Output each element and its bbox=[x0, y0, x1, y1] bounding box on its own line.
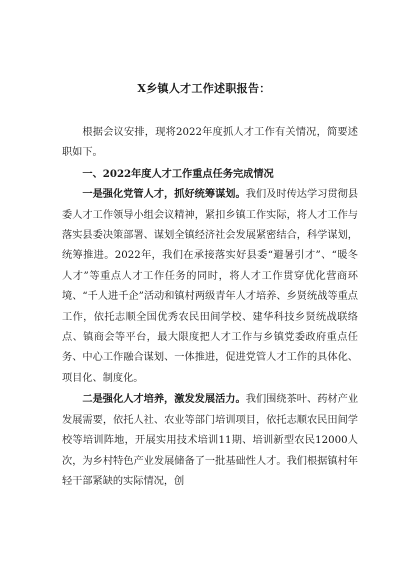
point-2-lead: 二是强化人才培养，激发发展活力。 bbox=[82, 393, 246, 406]
point-2-body: 我们围绕茶叶、药材产业发展需要，依托人社、农业等部门培训项目，依托志顺农民田间学校等培训阵地，开展实用技术培训11期、培训新型农民12000人次，为乡村特色产业发展储备了一批基础性人才。我们根据镇村年轻干部紧缺的实际情况，创 bbox=[62, 394, 359, 487]
document-title: X乡镇人才工作述职报告： bbox=[137, 82, 271, 95]
point-1-paragraph bbox=[62, 184, 358, 389]
point-1-body: 我们及时传达学习贯彻县委人才工作领导小组会议精神，紧扣乡镇工作实际，将人才工作与落实县委决策部署、谋划全镇经济社会发展紧密结合，科学谋划，统筹推进。2022年，我们在承接落实好县委“避暑引才”、“暖冬人才”等重点人才工作任务的同时，将人才工作贯穿优化营商环境、“千人进千企”活动和镇村两级青年人才培养、乡贤统战等重点工作，依托志顺全国优秀农民田间学校、建华科技乡贤统战联络点、镇商会等平台，最大限度把人才工作与乡镇党委政府重点任务、中心工作融合谋划、一体推进，促进党管人才工作的具体化、项目化、制度化。 bbox=[62, 189, 359, 384]
point-2-paragraph bbox=[62, 389, 358, 492]
section-heading: 一、2022年度人才工作重点任务完成情况 bbox=[82, 167, 274, 180]
point-1-lead: 一是强化党管人才，抓好统筹谋划。 bbox=[82, 188, 246, 201]
intro-paragraph: 根据会议安排，现将2022年度抓人才工作有关情况，简要述职如下。 bbox=[62, 127, 358, 159]
document-body bbox=[62, 123, 358, 492]
